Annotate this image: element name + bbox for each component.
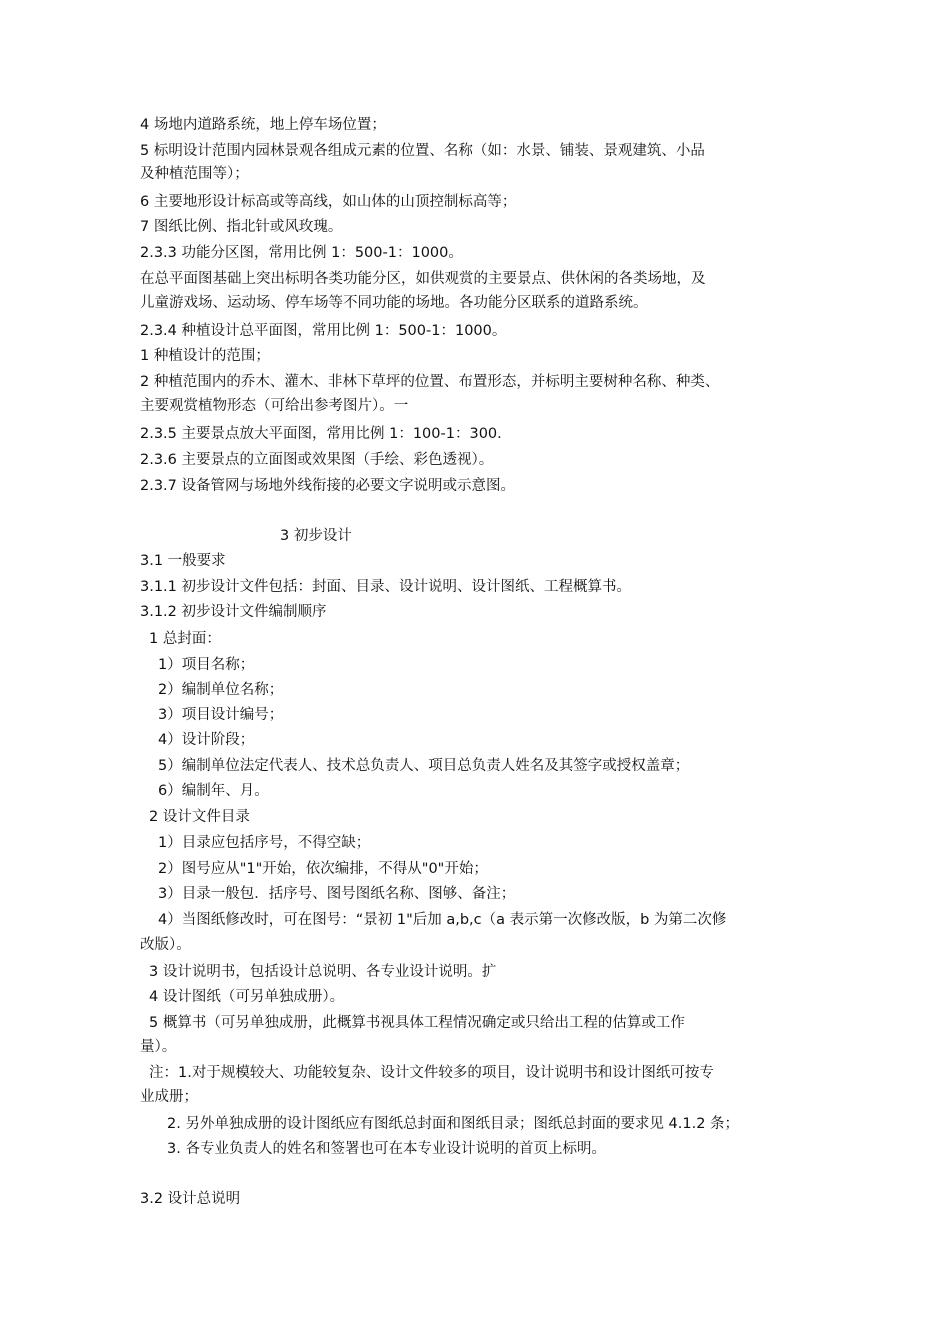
- list-item-continuation: 主要观赏植物形态（可给出参考图片）。一: [140, 398, 409, 414]
- list-item: 4）当图纸修改时，可在图号：“景初 1"后加 a,b,c（a 表示第一次修改版，b 为第二次修: [158, 912, 727, 928]
- list-item: 6）编制年、月。: [158, 783, 269, 799]
- list-item-continuation: 量）。: [140, 1039, 177, 1055]
- paragraph: 儿童游戏场、运动场、停车场等不同功能的场地。各功能分区联系的道路系统。: [140, 295, 648, 311]
- note-item: 2. 另外单独成册的设计图纸应有图纸总封面和图纸目录；图纸总封面的要求见 4.1.2 条；: [167, 1116, 740, 1132]
- list-item: 5 标明设计范围内园林景观各组成元素的位置、名称（如：水景、铺装、景观建筑、小品: [140, 143, 705, 159]
- section-heading: 2.3.5 主要景点放大平面图，常用比例 1：100-1：300.: [140, 426, 502, 442]
- note-continuation: 业成册；: [140, 1089, 198, 1105]
- list-item: 1 种植设计的范围；: [140, 348, 270, 364]
- list-item: 4）设计阶段；: [158, 732, 255, 748]
- list-item: 5）编制单位法定代表人、技术总负责人、项目总负责人姓名及其签字或授权盖章；: [158, 758, 690, 774]
- list-item: 4 设计图纸（可另单独成册）。: [149, 989, 345, 1005]
- section-heading: 2.3.3 功能分区图，常用比例 1：500-1：1000。: [140, 245, 463, 261]
- paragraph: 3.1.1 初步设计文件包括：封面、目录、设计说明、设计图纸、工程概算书。: [140, 579, 632, 595]
- list-item: 1）项目名称；: [158, 657, 255, 673]
- chapter-title: 3 初步设计: [280, 528, 352, 544]
- section-heading: 2.3.6 主要景点的立面图或效果图（手绘、彩色透视）。: [140, 452, 494, 468]
- list-item: 6 主要地形设计标高或等高线，如山体的山顶控制标高等；: [140, 194, 517, 210]
- list-item: 2 种植范围内的乔木、灌木、非林下草坪的位置、布置形态，并标明主要树种名称、种类、: [140, 374, 720, 390]
- section-heading: 2.3.4 种植设计总平面图，常用比例 1：500-1：1000。: [140, 323, 507, 339]
- list-item: 2）编制单位名称；: [158, 682, 284, 698]
- list-item: 1）目录应包括序号，不得空缺；: [158, 835, 371, 851]
- list-item: 3）目录一般包．括序号、图号图纸名称、图够、备注；: [158, 886, 516, 902]
- section-heading: 3.1 一般要求: [140, 553, 226, 569]
- section-heading: 3.1.2 初步设计文件编制顺序: [140, 604, 327, 620]
- list-item: 3 设计说明书，包括设计总说明、各专业设计说明。扩: [149, 964, 497, 980]
- list-item: 3）项目设计编号；: [158, 707, 284, 723]
- section-heading: 2.3.7 设备管网与场地外线衔接的必要文字说明或示意图。: [140, 478, 516, 494]
- list-item: 4 场地内道路系统，地上停车场位置；: [140, 117, 386, 133]
- list-item: 7 图纸比例、指北针或风玫瑰。: [140, 219, 343, 235]
- paragraph: 在总平面图基础上突出标明各类功能分区，如供观赏的主要景点、供休闲的各类场地，及: [140, 271, 706, 287]
- note: 注：1.对于规模较大、功能较复杂、设计文件较多的项目，设计说明书和设计图纸可按专: [149, 1065, 714, 1081]
- note-item: 3. 各专业负责人的姓名和签署也可在本专业设计说明的首页上标明。: [167, 1141, 606, 1157]
- list-item: 1 总封面：: [149, 631, 221, 647]
- list-item: 2）图号应从"1"开始，依次编排，不得从"0"开始；: [158, 861, 488, 877]
- list-item-continuation: 改版）。: [140, 937, 191, 953]
- section-heading: 3.2 设计总说明: [140, 1191, 241, 1207]
- list-item: 2 设计文件目录: [149, 809, 250, 825]
- list-item-continuation: 及种植范围等）；: [140, 166, 249, 182]
- list-item: 5 概算书（可另单独成册，此概算书视具体工程情况确定或只给出工程的估算或工作: [149, 1015, 685, 1031]
